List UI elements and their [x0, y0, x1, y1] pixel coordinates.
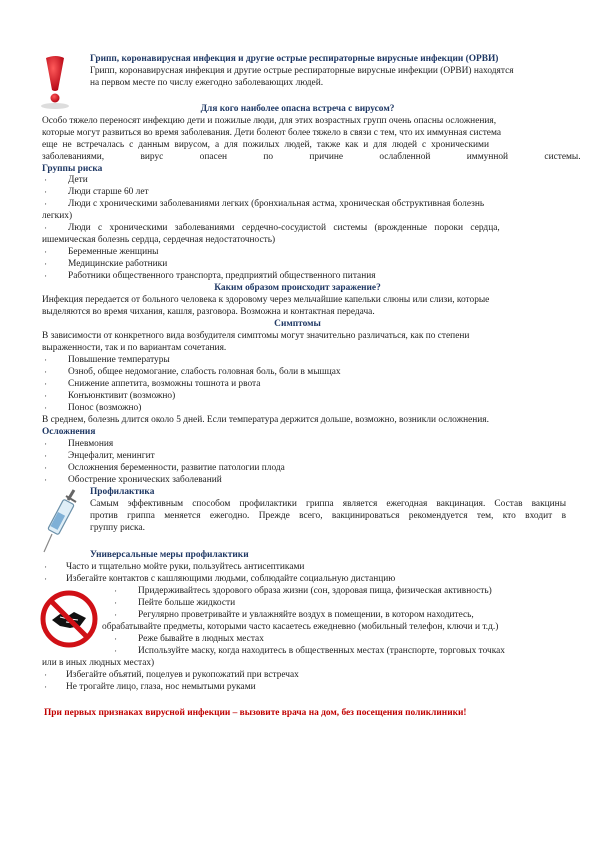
bullet: · [44, 563, 48, 573]
bullet: · [114, 587, 118, 597]
bullet: · [44, 476, 48, 486]
danger-line: еще не встречалась с данным вирусом, а для пожилых людей, также как и для людей с хроническими [42, 140, 490, 150]
universal-item: Не трогайте лицо, глаза, нос немытыми руками [66, 682, 256, 692]
bullet: · [44, 683, 48, 693]
bullet: · [44, 368, 48, 378]
bullet: · [44, 464, 48, 474]
universal-item: Пейте больше жидкости [138, 598, 236, 608]
infection-line: выделяются во время чихания, кашля, разговора. Возможна и контактная передача. [42, 307, 375, 317]
no-handshake-icon [40, 590, 98, 648]
universal-item: Используйте маску, когда находитесь в общественных местах (транспорте, торговых точках [138, 646, 505, 656]
bullet: · [44, 224, 48, 234]
risk-item: легких) [42, 211, 73, 221]
prevention-line: против гриппа меняется ежегодно. Прежде всего, вакцинироваться рекомендуется тем, кто входит в [90, 511, 566, 521]
bullet: · [44, 671, 48, 681]
prevention-heading: Профилактика [90, 487, 155, 497]
risk-item: Люди старше 60 лет [68, 187, 149, 197]
universal-item: Реже бывайте в людных местах [138, 634, 264, 644]
syringe-icon [40, 486, 82, 558]
intro-title: Грипп, коронавирусная инфекция и другие острые респираторные вирусные инфекции (ОРВИ) [90, 54, 499, 64]
universal-heading: Универсальные меры профилактики [90, 550, 249, 560]
bullet: · [114, 611, 118, 621]
intro-text-1: Грипп, коронавирусная инфекция и другие острые респираторные вирусные инфекции (ОРВИ) находятся [90, 66, 514, 76]
bullet: · [44, 575, 48, 585]
bullet: · [44, 188, 48, 198]
footer-warning: При первых признаках вирусной инфекции – вызовите врача на дом, без посещения поликлиники! [44, 708, 467, 718]
symptom-item: Снижение аппетита, возможны тошнота и рвота [68, 379, 261, 389]
symptom-item: Озноб, общее недомогание, слабость головная боль, боли в мышцах [68, 367, 341, 377]
complications-heading: Осложнения [42, 427, 96, 437]
bullet: · [44, 356, 48, 366]
prevention-line: Самым эффективным способом профилактики гриппа является ежегодная вакцинация. Состав вакцины [90, 499, 566, 509]
bullet: · [114, 635, 118, 645]
risk-item: Медицинские работники [68, 259, 168, 269]
infection-line: Инфекция передается от больного человека к здоровому через мельчайшие капельки слюны или слизи, которые [42, 295, 490, 305]
complication-item: Пневмония [68, 439, 114, 449]
symptoms-line: В зависимости от конкретного вида возбудителя симптомы могут значительно различаться, как по степени [42, 331, 470, 341]
intro-text-2: на первом месте по числу ежегодно заболевающих людей. [90, 78, 324, 88]
universal-item: Регулярно проветривайте и увлажняйте воздух в помещении, в котором находитесь, [138, 610, 474, 620]
danger-heading: Для кого наиболее опасна встреча с вирусом? [200, 104, 395, 114]
symptoms-heading: Симптомы [274, 319, 321, 329]
universal-item: Избегайте объятий, поцелуев и рукопожатий при встречах [66, 670, 299, 680]
risk-item: Беременные женщины [68, 247, 159, 257]
symptom-item: Повышение температуры [68, 355, 170, 365]
risk-item: Люди с хроническими заболеваниями сердечно-сосудистой системы (врожденные пороки сердца, [68, 223, 500, 233]
symptom-item: Конъюнктивит (возможно) [68, 391, 176, 401]
bullet: · [44, 440, 48, 450]
risk-heading: Группы риска [42, 164, 103, 174]
universal-item: Придерживайтесь здорового образа жизни (сон, здоровая пища, физическая активность) [138, 586, 492, 596]
bullet: · [114, 599, 118, 609]
danger-line: которые могут развиться во время заболевания. Дети болеют более тяжело в связи с тем, что их иммунная система [42, 128, 501, 138]
danger-line: Особо тяжело переносят инфекцию дети и пожилые люди, для этих возрастных групп очень опасны осложнения, [42, 116, 497, 126]
bullet: · [44, 260, 48, 270]
bullet: · [44, 272, 48, 282]
danger-line: заболеваниями, вирус опасен по причине ослабленной иммунной системы. [42, 152, 581, 162]
universal-item: обрабатывайте предметы, которыми часто касаетесь ежедневно (мобильный телефон, ключи и т.д.) [102, 622, 499, 632]
complication-item: Осложнения беременности, развитие патологии плода [68, 463, 285, 473]
risk-item: Работники общественного транспорта, предприятий общественного питания [68, 271, 376, 281]
bullet: · [44, 200, 48, 210]
symptom-item: Понос (возможно) [68, 403, 142, 413]
bullet: · [44, 176, 48, 186]
exclamation-icon [34, 54, 76, 110]
bullet: · [44, 248, 48, 258]
universal-item: Избегайте контактов с кашляющими людьми, соблюдайте социальную дистанцию [66, 574, 396, 584]
risk-item: Дети [68, 175, 88, 185]
bullet: · [44, 392, 48, 402]
risk-item: ишемическая болезнь сердца, сердечная недостаточность) [42, 235, 276, 245]
bullet: · [114, 647, 118, 657]
prevention-line: группу риска. [90, 523, 145, 533]
universal-item: или в иных людных местах) [42, 658, 155, 668]
complication-item: Энцефалит, менингит [68, 451, 155, 461]
symptoms-line: выраженности, так и по вариантам сочетания. [42, 343, 227, 353]
bullet: · [44, 380, 48, 390]
risk-item: Люди с хроническими заболеваниями легких (бронхиальная астма, хроническая обструктивная болезнь [68, 199, 485, 209]
bullet: · [44, 404, 48, 414]
universal-item: Часто и тщательно мойте руки, пользуйтесь антисептиками [66, 562, 305, 572]
symptoms-after: В среднем, болезнь длится около 5 дней. Если температура держится дольше, возможно, возникли осложнения. [42, 415, 489, 425]
infection-heading: Каким образом происходит заражение? [214, 283, 381, 293]
complication-item: Обострение хронических заболеваний [68, 475, 222, 485]
bullet: · [44, 452, 48, 462]
